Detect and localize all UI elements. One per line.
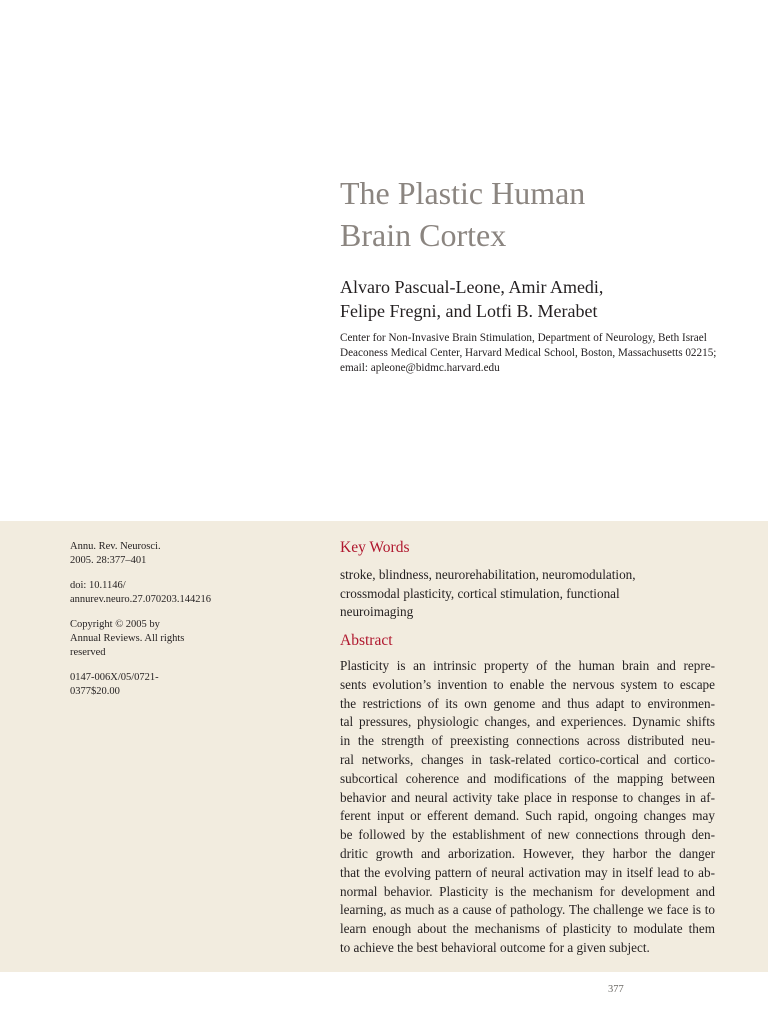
affiliation-line: Center for Non-Invasive Brain Stimulation, Department of Neurology, Beth Israel <box>340 332 707 344</box>
author-line: Alvaro Pascual-Leone, Amir Amedi, <box>340 277 604 297</box>
abstract-body <box>340 657 715 958</box>
keywords-heading: Key Words <box>340 539 410 556</box>
keywords-line: stroke, blindness, neurorehabilitation, neuromodulation, <box>340 567 636 582</box>
abstract-line: normal behavior. Plasticity is the mechanism for development and <box>340 883 715 899</box>
abstract-line: that the evolving pattern of neural activation may in itself lead to ab- <box>340 864 715 880</box>
abstract-line: dritic growth and arborization. However, they harbor the danger <box>340 845 715 861</box>
affiliation-line: Deaconess Medical Center, Harvard Medical School, Boston, Massachusetts 02215; <box>340 347 717 359</box>
abstract-line: in the strength of preexisting connections across distributed neu- <box>340 733 715 749</box>
abstract-line: Plasticity is an intrinsic property of the human brain and repre- <box>340 658 715 673</box>
abstract-heading: Abstract <box>340 632 393 649</box>
page-number: 377 <box>608 984 624 995</box>
abstract-line: the restrictions of its own genome and thus adapt to environmen- <box>340 695 715 711</box>
abstract-line: be followed by the establishment of new connections through den- <box>340 827 715 843</box>
abstract-line: subcortical coherence and modifications of the mapping between <box>340 770 715 786</box>
doi <box>70 579 250 607</box>
issn-line: 0377$20.00 <box>70 686 120 697</box>
article-title <box>340 172 740 256</box>
issn-line: 0147-006X/05/0721- <box>70 672 159 683</box>
abstract-line: ferent input or efferent demand. Such rapid, ongoing changes may <box>340 808 715 824</box>
abstract-line: ral networks, changes in task-related cortico-cortical and cortico- <box>340 751 715 767</box>
keywords-list <box>340 566 720 622</box>
abstract-line: to achieve the best behavioral outcome for a given subject. <box>340 939 650 955</box>
journal-citation <box>70 540 250 568</box>
abstract-line: behavior and neural activity take place in response to changes in af- <box>340 789 715 805</box>
abstract-line: learn enough about the mechanisms of plasticity to modulate them <box>340 921 715 937</box>
abstract-line: sents evolution’s invention to enable the nervous system to escape <box>340 676 715 692</box>
citation-line: Annu. Rev. Neurosci. <box>70 541 161 552</box>
copyright-line: Annual Reviews. All rights <box>70 633 185 644</box>
keywords-line: neuroimaging <box>340 604 414 619</box>
author-line: Felipe Fregni, and Lotfi B. Merabet <box>340 301 598 321</box>
affiliation <box>340 331 720 376</box>
citation-line: 2005. 28:377–401 <box>70 555 147 566</box>
article-title-line: Brain Cortex <box>340 217 507 253</box>
copyright-notice <box>70 618 250 660</box>
abstract-line: tal pressures, physiologic changes, and experiences. Dynamic shifts <box>340 714 715 730</box>
publication-sidebar <box>70 540 250 710</box>
author-list <box>340 275 740 323</box>
affiliation-line: email: apleone@bidmc.harvard.edu <box>340 362 500 374</box>
copyright-line: reserved <box>70 647 106 658</box>
issn-code <box>70 671 250 699</box>
article-title-line: The Plastic Human <box>340 175 586 211</box>
doi-line: doi: 10.1146/ <box>70 580 126 591</box>
doi-line: annurev.neuro.27.070203.144216 <box>70 594 212 605</box>
copyright-line: Copyright © 2005 by <box>70 619 160 630</box>
abstract-line: learning, as much as a cause of pathology. The challenge we face is to <box>340 902 715 918</box>
keywords-line: crossmodal plasticity, cortical stimulation, functional <box>340 585 620 601</box>
